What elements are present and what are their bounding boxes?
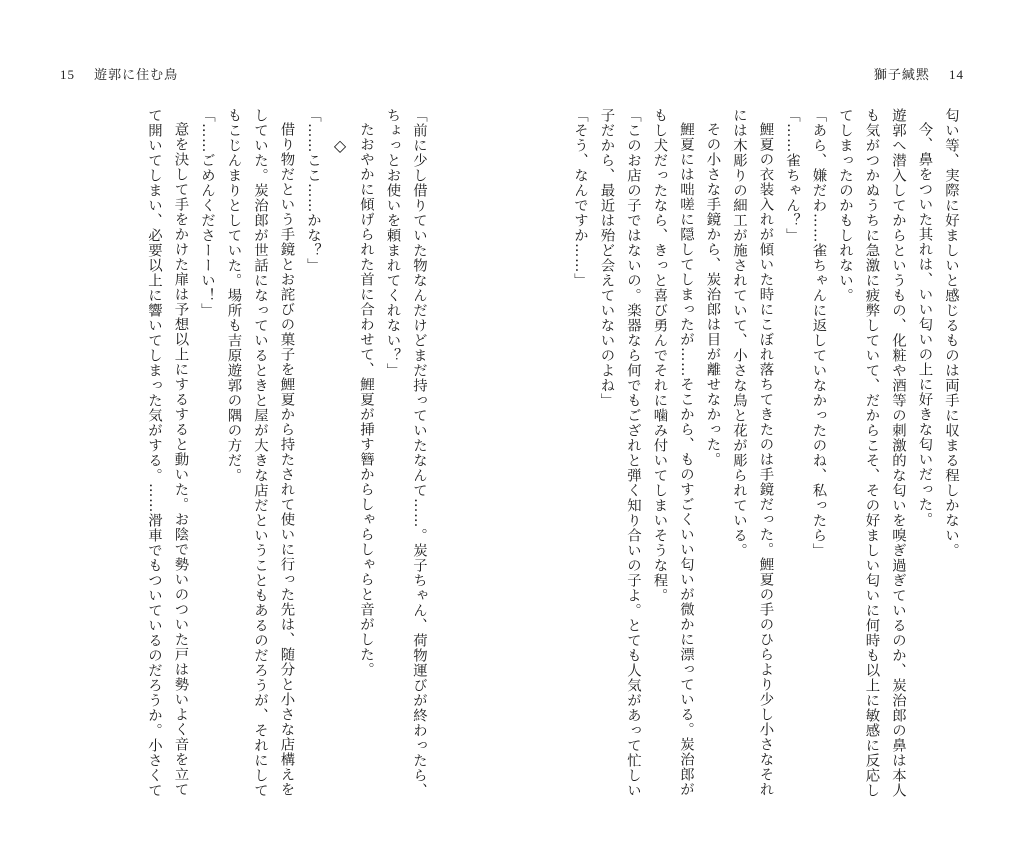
right-page-number: 14: [949, 67, 964, 82]
text-paragraph: 鯉夏の衣装入れが傾いた時にこぼれ落ちてきたのは手鏡だった。鯉夏の手のひらより少し小さなそれには木彫りの細工が施されていて、小さな鳥と花が彫られている。: [731, 108, 774, 798]
text-paragraph: たおやかに傾げられた首に合わせて、鯉夏が挿す簪からしゃらしゃらと音がした。: [358, 122, 374, 678]
text-paragraph: 借り物だという手鏡とお詫びの菓子を鯉夏から持たされて使いに行った先は、随分と小さな店構えをしていた。炭治郎が世話になっているときと屋が大きな店だということもあるのだろうが、それにしてもこじんまりとしていた。場所も吉原遊郭の隅の方だ。: [225, 108, 295, 798]
text-paragraph: 意を決して手をかけた扉は予想以上にするすると動いた。お陰で勢いのついた戸は勢いよく音を立てて開いてしまい、必要以上に響いてしまった気がする。……滑車でもついているのだろうか。小さくて: [146, 108, 189, 798]
text-paragraph: 「そう、なんですか……」: [572, 108, 588, 288]
text-paragraph: 「前に少し借りていた物なんだけどまだ持っていたなんて……。炭子ちゃん、荷物運びが終わったら、ちょっとお使いを頼まれてくれない？」: [384, 108, 427, 798]
right-page-header: [874, 64, 978, 83]
right-page-body: [572, 108, 964, 808]
text-paragraph: 今、鼻をついた其れは、いい匂いの上に好きな匂いだった。: [916, 122, 933, 528]
text-paragraph: 「このお店の子ではないの。楽器なら何でもござれと弾く知り合いの子よ。とても人気があって忙しい子だから、最近は殆ど会えていないのよね」: [598, 108, 641, 798]
text-paragraph: その小さな手鏡から、炭治郎は目が離せなかった。: [704, 122, 721, 468]
text-paragraph: 「あら、嫌だわ……雀ちゃんに返していなかったのね、私ったら」: [810, 108, 827, 558]
text-paragraph: 鯉夏には咄嗟に隠してしまったが……そこから、ものすごくいい匂いが微かに漂っている。炭治郎がもし犬だったなら、きっと喜び勇んでそれに噛み付いてしまいそうな程。: [651, 108, 694, 798]
section-break-mark: ◇: [330, 136, 350, 156]
text-paragraph: 匂い等、実際に好ましいと感じるものは両手に収まる程しかない。: [943, 108, 959, 558]
text-paragraph: 「……ここ……かな？」: [305, 108, 321, 273]
left-running-title: 遊郭に住む鳥: [94, 68, 179, 83]
left-page-body: [52, 108, 432, 808]
text-paragraph: 遊郭へ潜入してからというもの、化粧や酒等の刺激的な匂いを嗅ぎ過ぎているのか、炭治郎の鼻は本人も気がつかぬうちに急激に疲弊していて、だからこそ、その好ましい匂いに何時も以上に敏感に反応してしまったのかもしれない。: [837, 108, 906, 798]
text-paragraph: 「……ごめんくださーーい！」: [199, 108, 215, 318]
left-page-header: [46, 64, 178, 83]
text-paragraph: 「……雀ちゃん？」: [784, 108, 800, 243]
left-page-number: 15: [60, 67, 75, 82]
right-running-title: 獅子緘黙: [873, 68, 930, 83]
